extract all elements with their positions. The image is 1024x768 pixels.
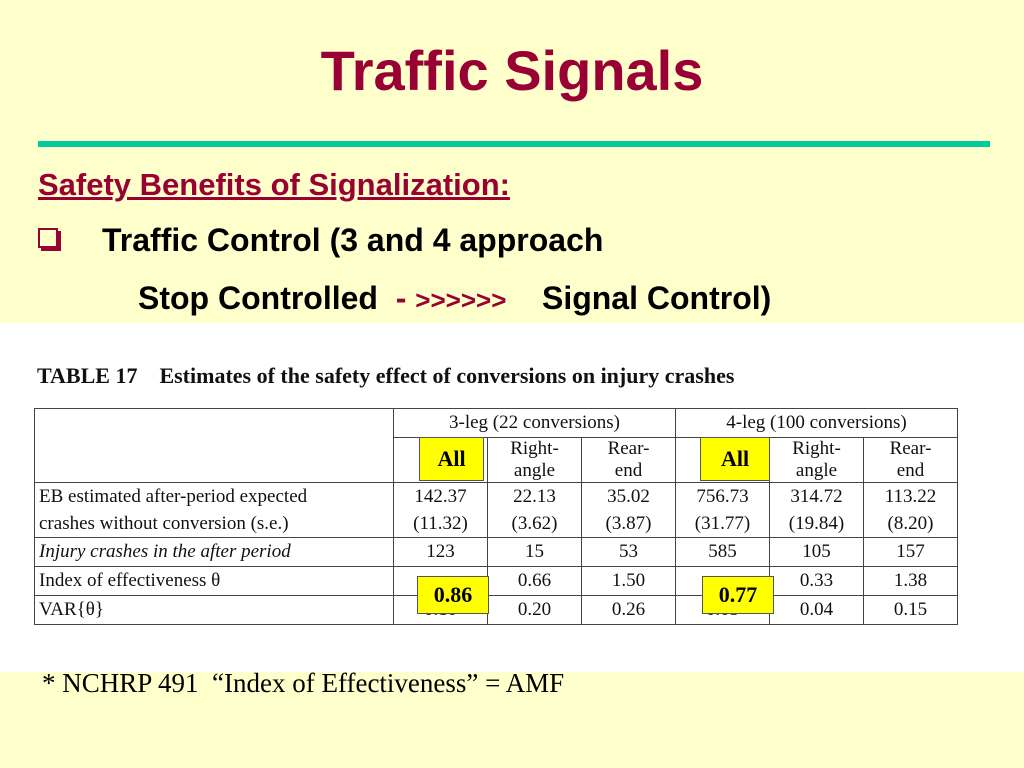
table-cell: 0.20	[488, 596, 582, 625]
highlight-theta-3leg: 0.86	[417, 576, 489, 614]
row-label: EB estimated after-period expected crashes without conversion (s.e.)	[35, 483, 394, 538]
table-cell: 1.38	[864, 567, 958, 596]
row-label: VAR{θ}	[35, 596, 394, 625]
bullet-continuation	[138, 280, 771, 317]
table-cell: 105	[770, 538, 864, 567]
table-cell: 157	[864, 538, 958, 567]
table-cell: 1.50	[582, 567, 676, 596]
highlight-all-3leg: All	[419, 437, 484, 481]
table-cell: 22.13 (3.62)	[488, 483, 582, 538]
table-row	[35, 567, 958, 596]
row-label: Injury crashes in the after period	[35, 538, 394, 567]
bullet-dash: -	[395, 280, 416, 316]
highlight-theta-4leg: 0.77	[702, 576, 774, 614]
col-header-right-angle-4leg: Right- angle	[770, 438, 864, 483]
table-cell: 123	[394, 538, 488, 567]
table-caption: TABLE 17 Estimates of the safety effect of conversions on injury crashes	[37, 363, 735, 388]
table-empty-corner	[35, 409, 394, 483]
table-cell: 113.22 (8.20)	[864, 483, 958, 538]
table-cell: 15	[488, 538, 582, 567]
slide-title: Traffic Signals	[320, 39, 704, 102]
bullet-text-part-b: Signal Control)	[506, 280, 772, 316]
highlight-all-4leg: All	[700, 437, 770, 481]
checkbox-bullet-icon	[38, 228, 58, 248]
title-rule	[38, 141, 990, 147]
table-cell: 314.72 (19.84)	[770, 483, 864, 538]
col-header-right-angle-3leg: Right- angle	[488, 438, 582, 483]
table-cell: 756.73 (31.77)	[676, 483, 770, 538]
table-cell: 35.02 (3.87)	[582, 483, 676, 538]
col-header-rear-end-3leg: Rear- end	[582, 438, 676, 483]
table-row	[35, 483, 958, 538]
col-header-rear-end-4leg: Rear- end	[864, 438, 958, 483]
table-cell: 0.15	[864, 596, 958, 625]
table-cell: 142.37 (11.32)	[394, 483, 488, 538]
table-cell: 0.26	[582, 596, 676, 625]
data-table	[34, 408, 958, 625]
arrow-glyphs: >>>>>>	[415, 285, 507, 315]
group-header-3leg: 3-leg (22 conversions)	[394, 409, 676, 438]
table-row	[35, 538, 958, 567]
table-cell: 585	[676, 538, 770, 567]
table-cell: 53	[582, 538, 676, 567]
table-group-header-row	[35, 409, 958, 438]
table-cell: 0.33	[770, 567, 864, 596]
bullet-text: Traffic Control (3 and 4 approach	[102, 222, 604, 258]
footnote: * NCHRP 491 “Index of Effectiveness” = AMF	[42, 668, 565, 698]
table-row	[35, 596, 958, 625]
group-header-4leg: 4-leg (100 conversions)	[676, 409, 958, 438]
subheading: Safety Benefits of Signalization:	[38, 167, 510, 202]
row-label: Index of effectiveness θ	[35, 567, 394, 596]
bullet-item	[38, 222, 603, 259]
bullet-text-part-a: Stop Controlled	[138, 280, 396, 316]
table-cell: 0.04	[770, 596, 864, 625]
table-cell: 0.66	[488, 567, 582, 596]
